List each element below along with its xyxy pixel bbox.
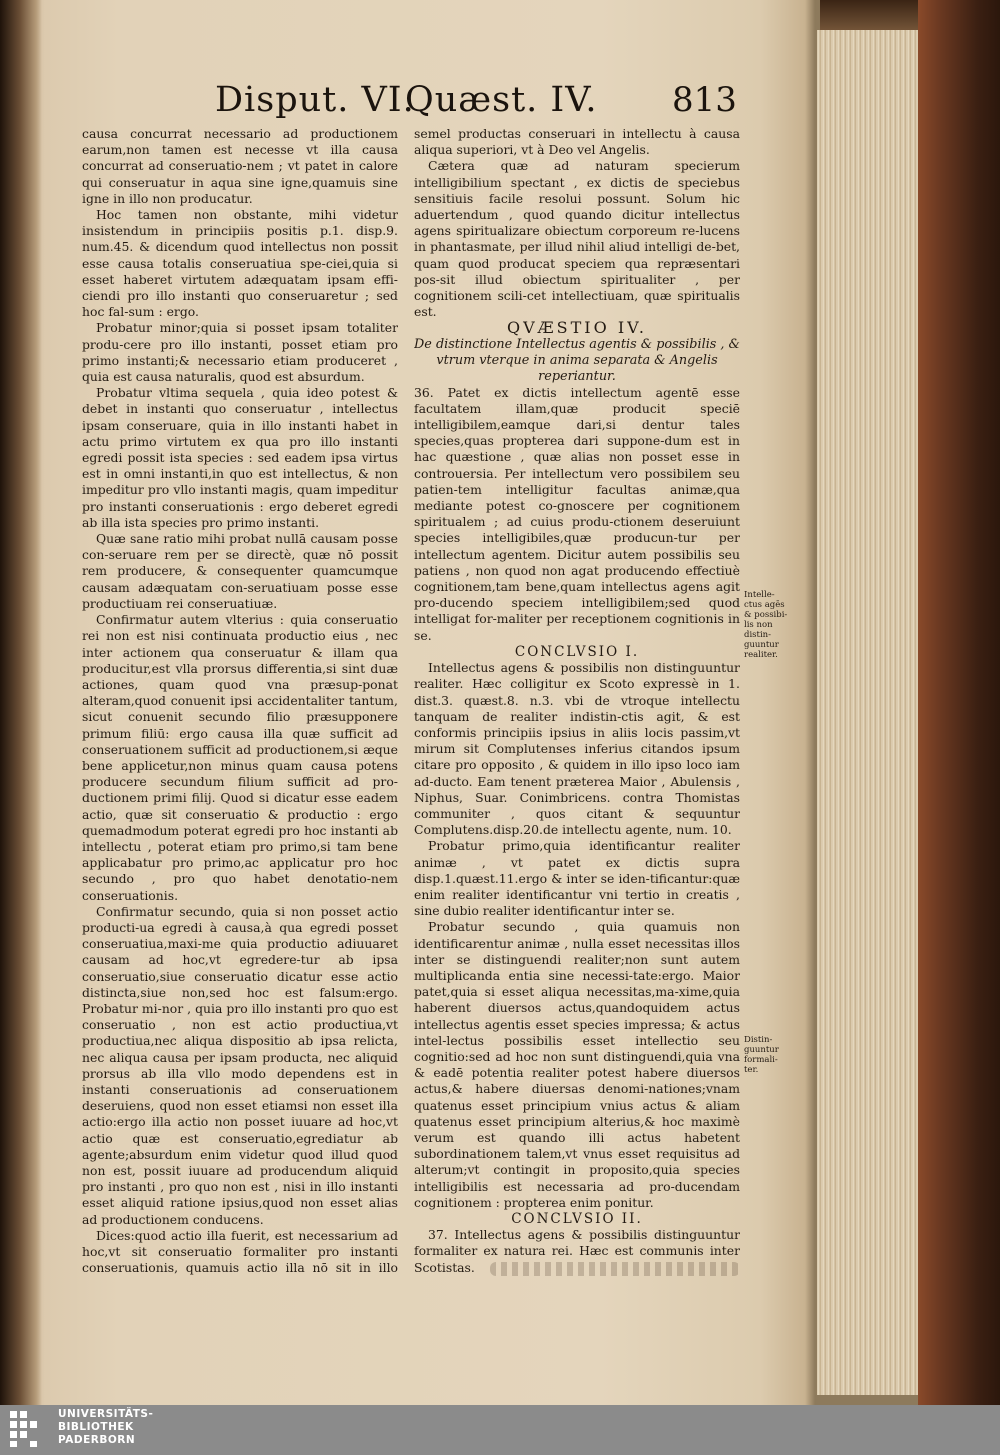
binding-gutter [0,0,42,1405]
library-name-line: PADERBORN [58,1434,136,1446]
book-cover [918,0,1000,1405]
running-head-right: Quæst. IV. [405,80,598,120]
paragraph: Intellectus agens & possibilis non distinguuntur realiter. Hæc colligitur ex Scoto expressè in 1. dist.3. quæst.8. n.3. vbi de vtroque intellectu tanquam de realiter indistin-ctis agit, & est conformis principiis ipsius in aliis locis passim,vt mirum sit Complutenses inferius citandos ipsum citare pro opposito , & quidem in illo ipso loco iam ad-ducto. Eam tenent præterea Maior , Abulensis , Niphus, Suar. Conimbricens. contra Thomistas communiter , quos citant & sequuntur Complutens.disp.20.de intellectu agente, num. 10. [414,660,740,838]
margin-note: Distin-guuntur formali-ter. [744,1035,779,1075]
page-number: 813 [672,80,737,120]
library-name-line: BIBLIOTHEK [58,1421,134,1433]
paragraph: 37. Intellectus agens & possibilis distinguuntur formaliter ex natura rei. Hæc est communis inter Scotistas. [414,1227,740,1275]
paragraph: Probatur minor;quia si posset ipsam totaliter produ-cere pro illo instanti, posset etiam pro primo instanti;& necessario etiam produceret , quia est causa naturalis, quod est absurdum. [82,320,398,385]
left-text-column [82,126,398,1276]
right-text-column [414,126,740,1276]
conclusion-heading: CONCLVSIO II. [511,1211,643,1227]
library-name-line: UNIVERSITÄTS- [58,1408,154,1420]
paragraph: causa concurrat necessario ad productionem earum,non tamen est necesse vt illa causa concurrat ad conseruatio-nem ; vt patet in calore qui conseruatur in aqua sine igne,quamuis sine igne in illo non producatur. [82,126,398,206]
paragraph: Cætera quæ ad naturam specierum intelligibilium spectant , ex dictis de speciebus sensitiuis facile resolui possunt. Solum hic aduertendum , quod quando dicitur intellectus agens spiritualizare obiectum corporeum re-lucens in phantasmate, per illud nihil aliud intelligi de-bet, quam quod producat speciem qua repræsentari pos-sit illud obiectum spiritualiter , per cognitionem scili-cet intellectiuam, quæ spiritualis est. [414,158,740,320]
conclusion-heading: CONCLVSIO I. [514,643,640,660]
book-top-edge [820,0,920,34]
page-stack-edges [815,30,922,1395]
paragraph: Dices:quod actio illa fuerit, est necessarium ad hoc,vt sit conseruatio formaliter pro instanti conseruationis, quamuis actio illa nō sit in illo [82,1227,398,1276]
question-subtitle: De distinctione Intellectus agentis & possibilis , & vtrum vterque in anima separata & Angelis reperiantur. [414,336,740,384]
library-name [58,1408,153,1447]
paragraph: Probatur primo,quia identificantur realiter animæ , vt patet ex dictis supra disp.1.quæst.11.ergo & inter se iden-tificantur:quæ enim realiter identificantur vni tertio in creatis , sine dubio realiter identificantur inter se. [414,838,740,919]
margin-note: Intelle-ctus agēs & possibi-lis non distin-guuntur realiter. [744,590,788,660]
paragraph: Probatur vltima sequela , quia ideo potest & debet in instanti quo conseruatur , intellectus ipsam conseruare, quia in illo instanti habet in actu primo virtutem ex qua pro illo instanti egredi possit ista species : sed eadem ipsa virtus est in omni instanti,in quo est intellectus, & non impeditur pro vllo instanti magis, quam impeditur pro instanti conseruationis : ergo deberet egredi ab illa ista species pro primo instanti. [82,385,398,530]
paragraph: semel productas conseruari in intellectu à causa aliqua superiori, vt à Deo vel Angelis. [414,126,740,158]
paragraph: Confirmatur autem vlterius : quia conseruatio rei non est nisi continuata productio eius , nec inter actionem qua conseruatur & illam qua producitur,est vlla prorsus differentia,si sint duæ actiones, quam quod vna præsup-ponat alteram,quod conuenit ipsi accidentaliter tantum, sicut conuenit secundo filio præsupponere primum filiū: ergo causa illa quæ sufficit ad conseruationem sufficit ad productionem,si æque bene applicetur,non minus quam causa potens producere secundum filium sufficit ad pro-ductionem primi filij. Quod si dicatur esse eadem actio, quæ sit conseruatio & productio : ergo quemadmodum poterat egredi pro hoc instanti ab intellectu , poterat etiam pro primo,si tam bene applicabatur pro primo,ac applicatur pro hoc secundo , pro quo habet denotatio-nem conseruationis. [82,612,398,903]
running-head-left: Disput. VI. [215,80,415,120]
question-title: QVÆSTIO IV. [506,318,647,338]
paragraph: Hoc tamen non obstante, mihi videtur insistendum in principiis positis p.1. disp.9. num.45. & dicendum quod intellectus non possit esse causa totalis conseruatiua spe-ciei,quia si esset haberet virtutem adæquatam ipsam effi-ciendi pro illo instanti quo conseruaretur ; sed hoc fal-sum : ergo. [82,207,398,320]
paragraph: Quæ sane ratio mihi probat nullā causam posse con-seruare rem per se directè, quæ nō possit rem producere, & consequenter quamcumque causam adæquatam con-seruatiuam posse esse productiuam rei conseruatiuæ. [82,531,398,611]
paragraph: Probatur secundo , quia quamuis non identificarentur animæ , nulla esset necessitas illos inter se distinguendi realiter;non sunt autem multiplicanda entia sine necessi-tate:ergo. Maior patet,quia si esset aliqua necessitas,ma-xime,quia haberent diuersos actus,quandoquidem actus intellectus agentis esset species impressa; & actus intel-lectus possibilis esset intellectio seu cognitio:sed ad hoc non sunt distinguendi,quia vna & eadē potentia realiter potest habere diuersos actus,& habere diuersas denomi-nationes;vnam quatenus esset principium vnius actus & aliam quatenus esset principium alterius,& hoc maximè verum est quando illi actus habetent subordinationem talem,vt vnus esset requisitus ad alterum;vt contingit in proposito,quia species intelligibilis est necessaria ad pro-ducendam cognitionem : propterea enim ponitur. [414,919,740,1210]
library-logo-icon [8,1409,48,1449]
ink-smudge [490,1262,740,1276]
paragraph: 36. Patet ex dictis intellectum agentē esse facultatem illam,quæ producit speciē intelligibilem,eamque dari,si dentur tales species,quas propterea dari suppone-dum est in hac quæstione , quæ alias non posset esse in controuersia. Per intellectum vero possibilem seu patien-tem intelligitur facultas animæ,qua mediante potest co-gnoscere per cognitionem spiritualem ; ad cuius produ-ctionem deseruiunt species intelligibiles,quæ producun-tur per intellectum agentem. Dicitur autem possibilis seu patiens , non quod non agat producendo effectiuè cognitionem,tam bene,quam intellectus agens agit pro-ducendo speciem intelligibilem;sed quod intelligat for-maliter per receptionem cognitionis in se. [414,384,740,643]
paragraph: Confirmatur secundo, quia si non posset actio producti-ua egredi à causa,à qua egredi posset conseruatiua,maxi-me quia productio adiuuaret causam ad hoc,vt egredere-tur ab ipsa conseruatio,siue conseruatio dicatur esse actio distincta,siue non,sed hoc est falsum:ergo. Probatur mi-nor , quia pro illo instanti pro quo est conseruatio , non est actio productiua,vt productiua,nec aliqua dispositio ab ipsa relicta, nec aliqua causa per ipsam producta, nec aliquid prorsus ab illa vllo modo dependens est in instanti conseruationis ad conseruationem deseruiens, quod non esset etiamsi non esset illa actio:ergo illa actio non posset iuuare ad hoc,vt actio quæ est conseruatio,egrediatur ab agente;absurdum enim videtur quod illud quod non est, possit iuuare ad producendum aliquid pro instanti , pro quo non est , nisi in illo instanti esset aliquid ratione ipsius,quod non esset alias ad productionem conducens. [82,903,398,1227]
